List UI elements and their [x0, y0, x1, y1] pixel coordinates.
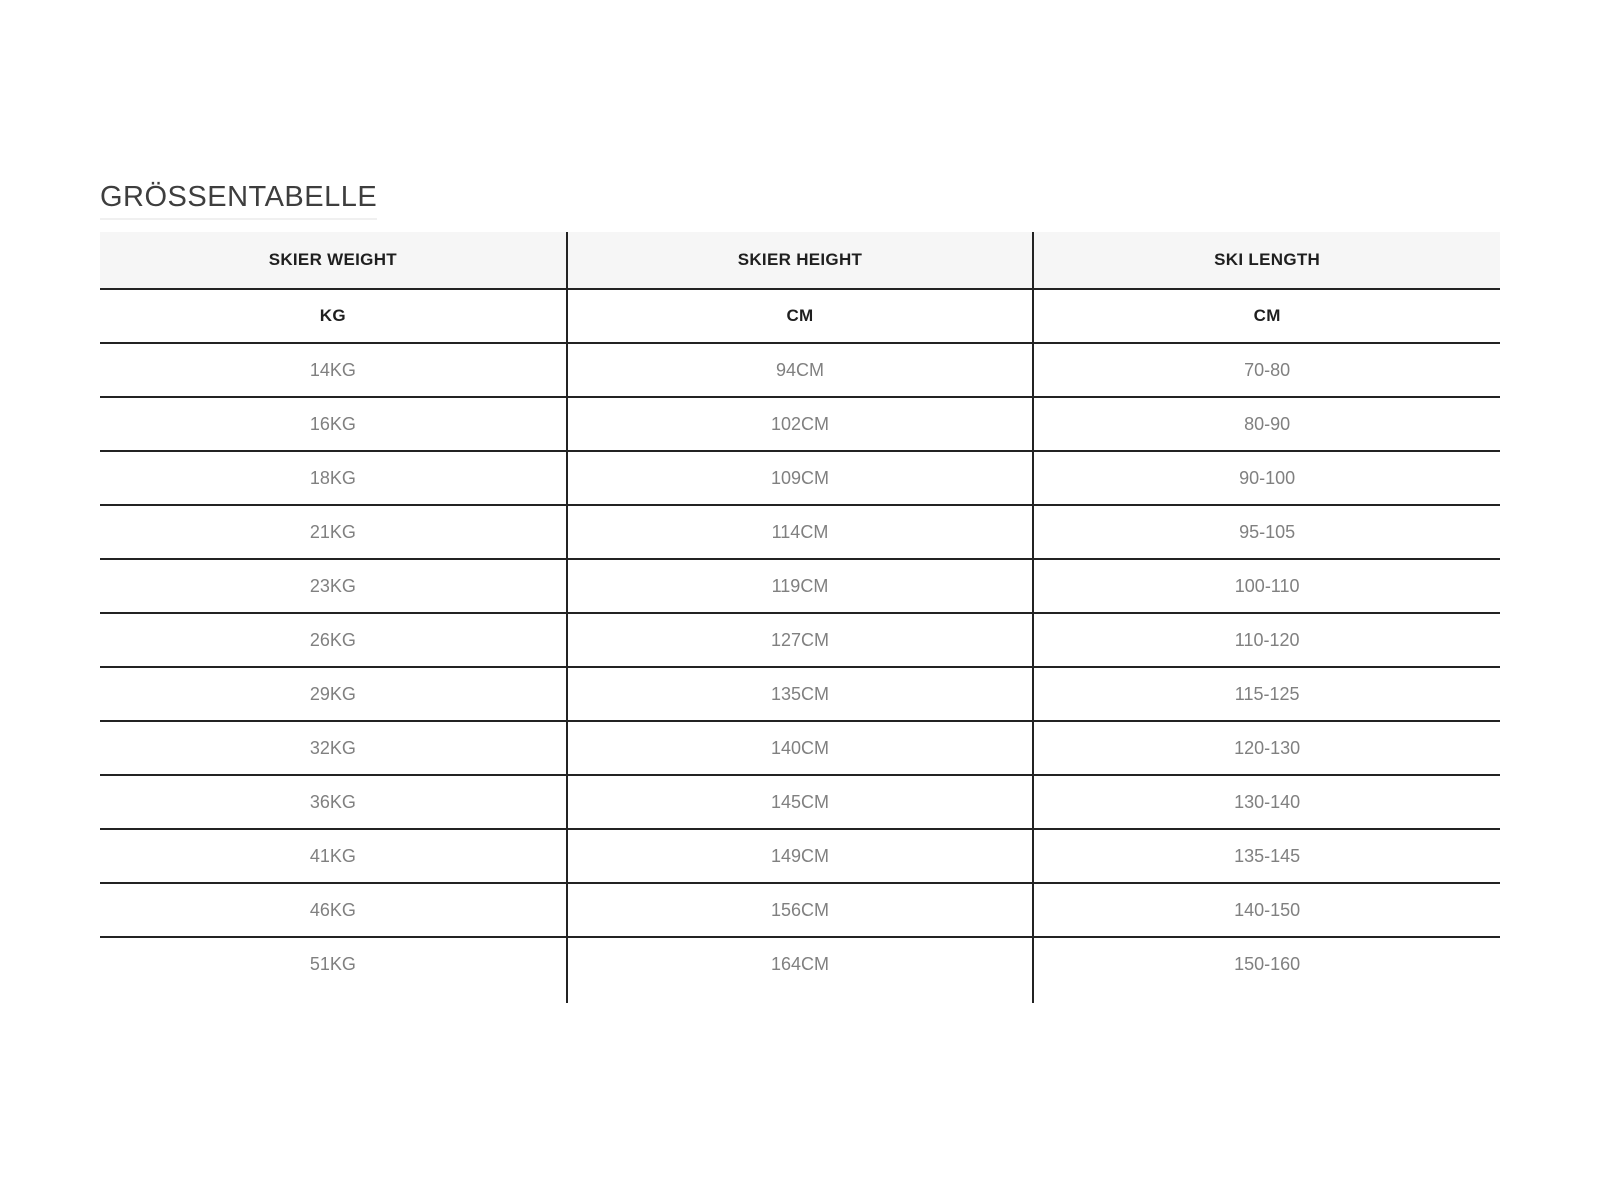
table-cell: 140CM	[567, 721, 1034, 775]
table-row	[100, 667, 1500, 721]
table-cell: 100-110	[1033, 559, 1500, 613]
table-cell: 114CM	[567, 505, 1034, 559]
table-cell: 135CM	[567, 667, 1034, 721]
table-cell: 149CM	[567, 829, 1034, 883]
table-head	[100, 232, 1500, 343]
table-cell: 46KG	[100, 883, 567, 937]
table-units-row	[100, 289, 1500, 343]
table-header-row	[100, 232, 1500, 289]
table-cell: 14KG	[100, 343, 567, 397]
table-cell: 95-105	[1033, 505, 1500, 559]
table-cell: 150-160	[1033, 937, 1500, 991]
table-cell: 109CM	[567, 451, 1034, 505]
table-row	[100, 937, 1500, 991]
table-row	[100, 829, 1500, 883]
table-row	[100, 451, 1500, 505]
table-cell: 94CM	[567, 343, 1034, 397]
column-header-skier-height: SKIER HEIGHT	[567, 232, 1034, 289]
table-cell: 36KG	[100, 775, 567, 829]
table-cell: 18KG	[100, 451, 567, 505]
table-cell: 70-80	[1033, 343, 1500, 397]
table-cell: 102CM	[567, 397, 1034, 451]
table-cell: 156CM	[567, 883, 1034, 937]
table-cell: 80-90	[1033, 397, 1500, 451]
table-cell: 119CM	[567, 559, 1034, 613]
table-cell: 21KG	[100, 505, 567, 559]
table-cell: 90-100	[1033, 451, 1500, 505]
table-row	[100, 721, 1500, 775]
table-row	[100, 505, 1500, 559]
table-cell: 29KG	[100, 667, 567, 721]
unit-header-kg: KG	[100, 289, 567, 343]
table-cell: 51KG	[309, 954, 356, 975]
table-cell: 130-140	[1033, 775, 1500, 829]
table-cell: 32KG	[100, 721, 567, 775]
column-header-ski-length: SKI LENGTH	[1033, 232, 1500, 289]
table-cell: 120-130	[1033, 721, 1500, 775]
unit-header-cm2: CM	[1033, 289, 1500, 343]
page-title: GRÖSSENTABELLE	[100, 181, 377, 220]
table-cell: 41KG	[100, 829, 567, 883]
table-cell: 164CM	[567, 937, 1034, 991]
table-row	[100, 883, 1500, 937]
table-row	[100, 613, 1500, 667]
table-cell: 140-150	[1033, 883, 1500, 937]
filler-cell	[100, 991, 567, 1003]
table-cell: 26KG	[100, 613, 567, 667]
filler-cell	[567, 991, 1034, 1003]
table-cell: 127CM	[567, 613, 1034, 667]
filler-cell	[1033, 991, 1500, 1003]
table-body	[100, 343, 1500, 991]
table-cell: 145CM	[567, 775, 1034, 829]
table-row	[100, 397, 1500, 451]
table-cell: 115-125	[1033, 667, 1500, 721]
table-filler-row	[100, 991, 1500, 1003]
table-cell: 16KG	[100, 397, 567, 451]
size-chart-table	[100, 232, 1500, 1003]
table-row	[100, 559, 1500, 613]
table-row	[100, 775, 1500, 829]
table-cell: 23KG	[100, 559, 567, 613]
table-cell: 135-145	[1033, 829, 1500, 883]
table-cell: 110-120	[1033, 613, 1500, 667]
column-header-skier-weight: SKIER WEIGHT	[100, 232, 567, 289]
unit-header-cm: CM	[567, 289, 1034, 343]
table-row	[100, 343, 1500, 397]
table-foot	[100, 991, 1500, 1003]
